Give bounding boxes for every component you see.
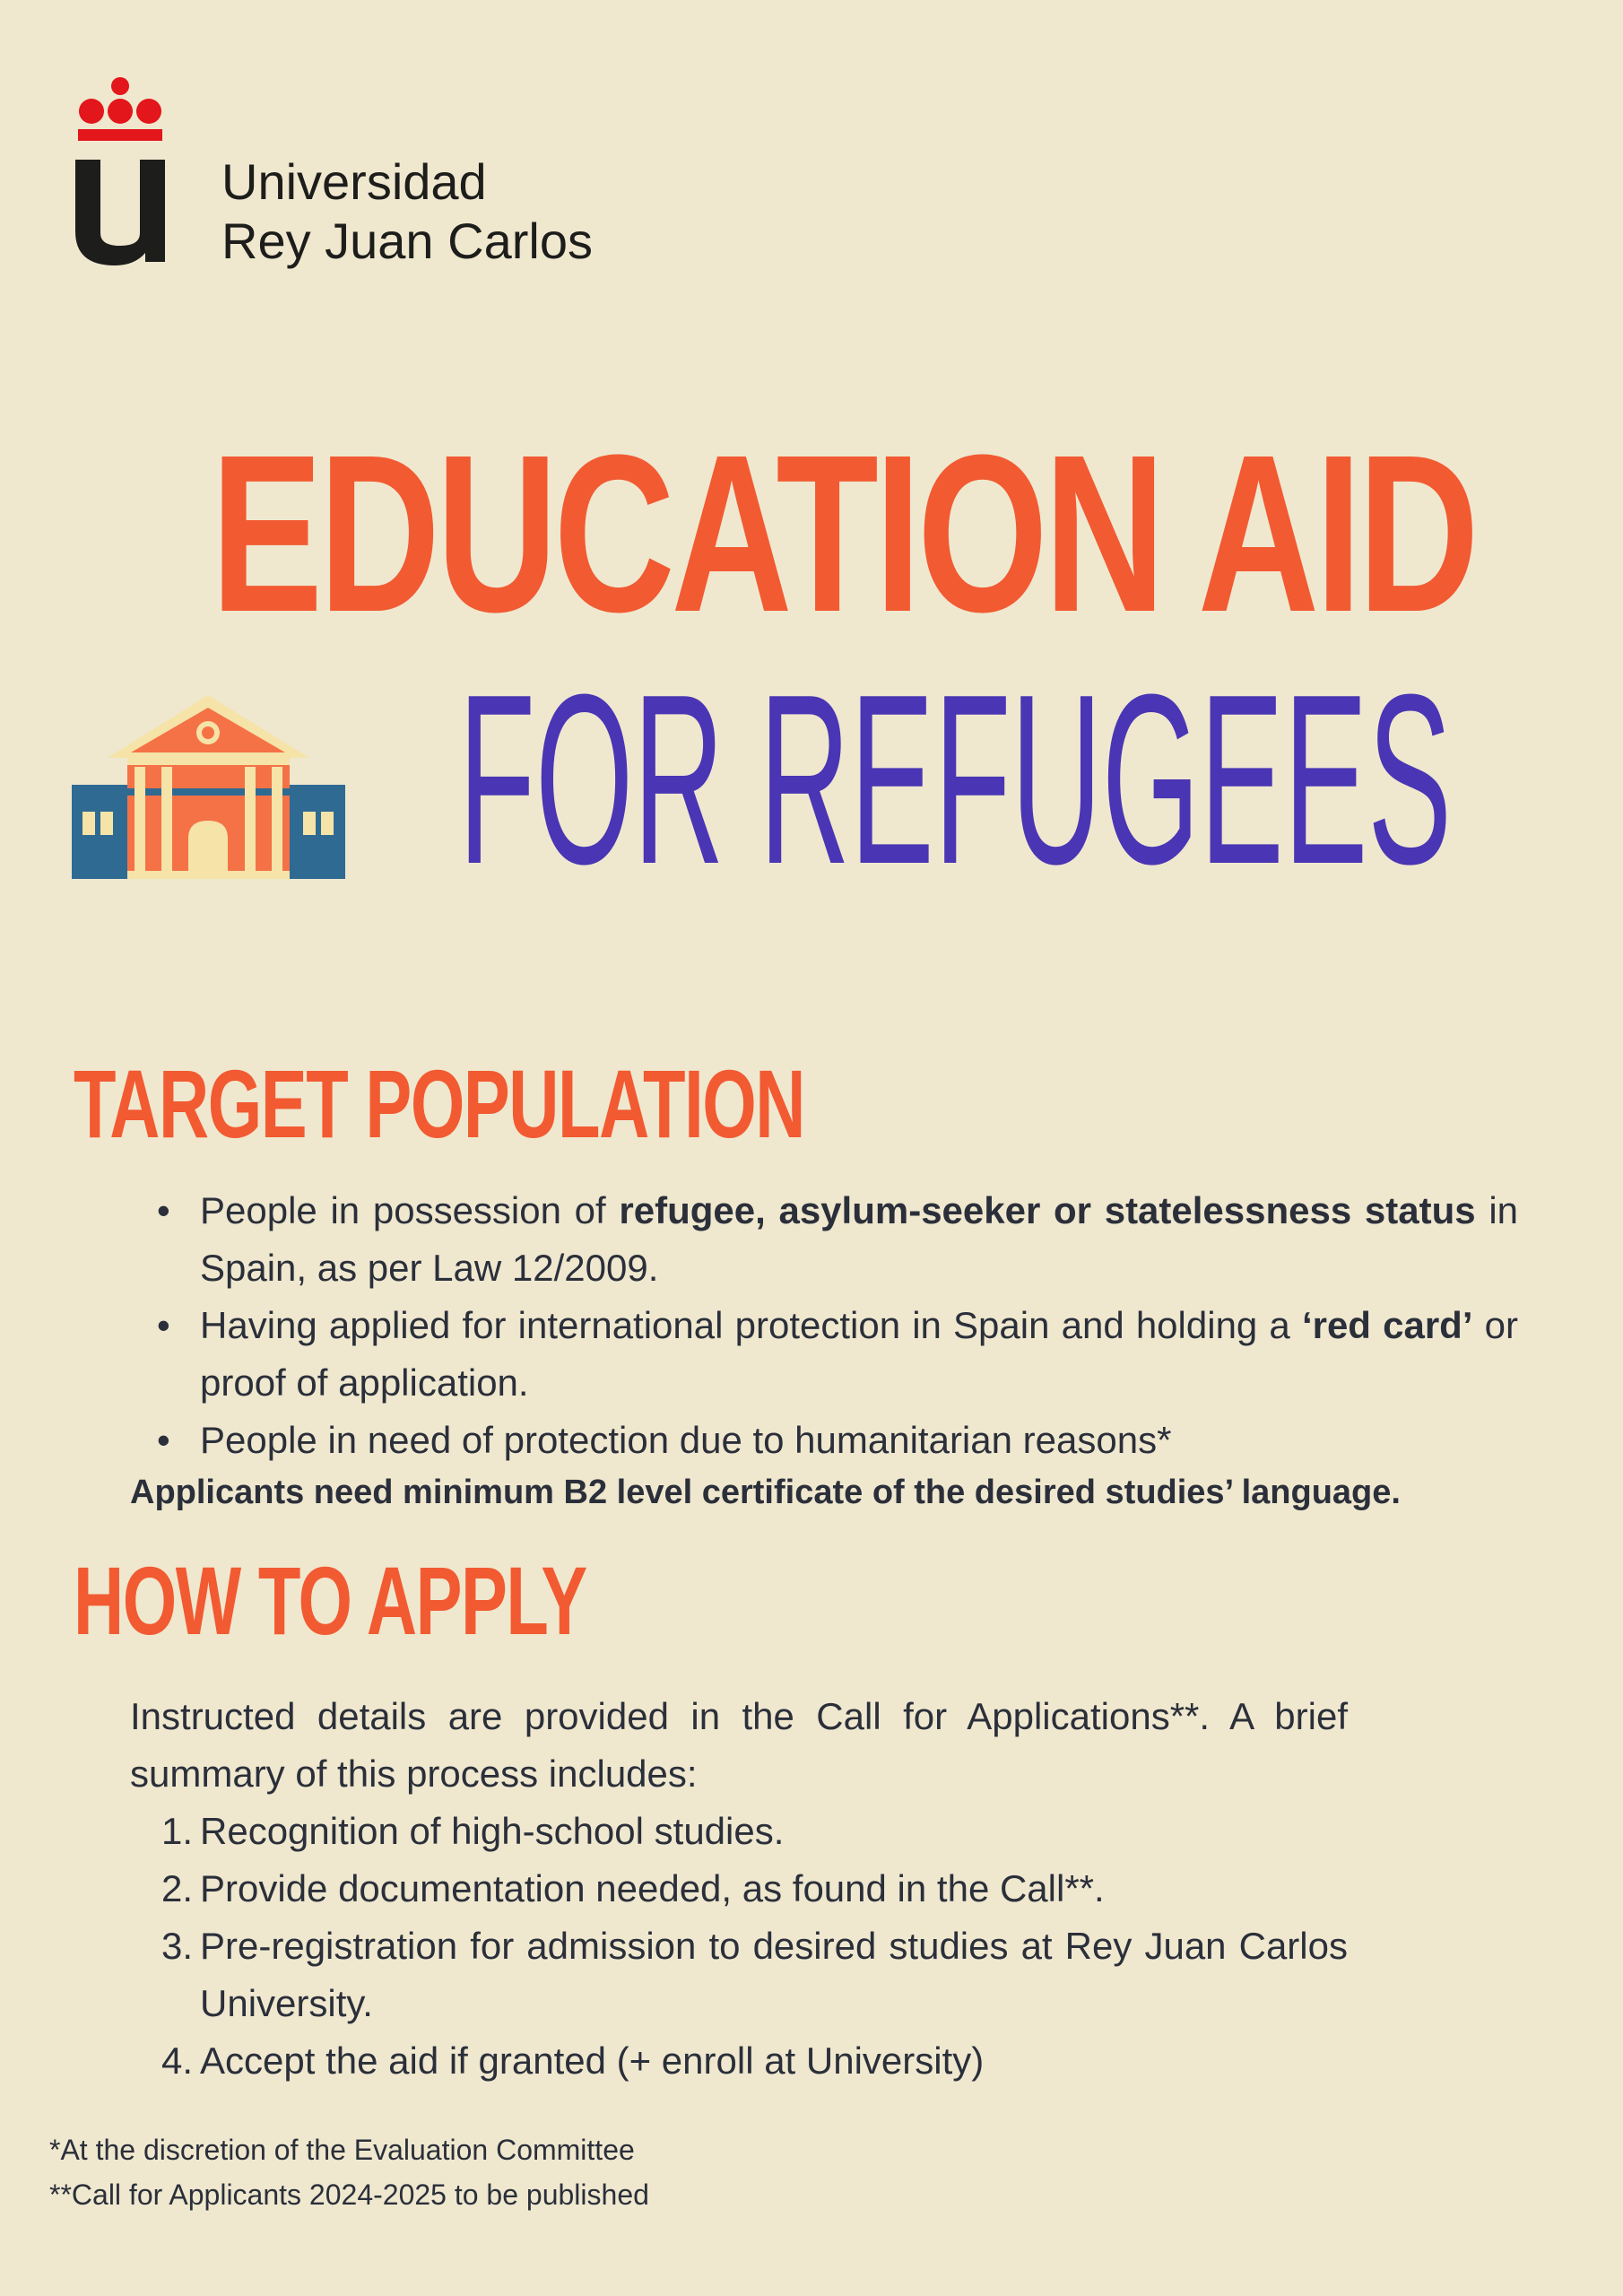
how-to-apply-intro: Instructed details are provided in the Call for Applications**. A brief summary of this process includes: xyxy=(130,1695,1348,1795)
how-to-apply-heading: HOW TO APPLY xyxy=(74,1546,586,1655)
target-population-heading: TARGET POPULATION xyxy=(74,1049,805,1158)
footnote-evaluation: *At the discretion of the Evaluation Committee xyxy=(49,2134,635,2166)
university-logo xyxy=(74,74,629,280)
university-name-line1: Universidad xyxy=(221,153,487,210)
headline-line1: EDUCATION AID xyxy=(211,408,1476,658)
headline-line2: FOR REFUGEES xyxy=(458,645,1452,915)
target-population-list xyxy=(130,1182,1518,1469)
university-name-line2: Rey Juan Carlos xyxy=(221,213,593,269)
language-requirement: Applicants need minimum B2 level certificate of the desired studies’ language. xyxy=(130,1474,1401,1511)
list-item: 4. Accept the aid if granted (+ enroll at University) xyxy=(161,2039,985,2082)
application-steps xyxy=(130,1803,1348,2090)
list-item: 1. Recognition of high-school studies. xyxy=(161,1810,785,1852)
university-building-icon xyxy=(72,695,345,879)
university-name xyxy=(221,152,593,271)
list-item: • People in need of protection due to humanitarian reasons* xyxy=(130,1412,1518,1469)
list-item: 2. Provide documentation needed, as found in the Call**. xyxy=(161,1867,1105,1909)
footnotes xyxy=(49,2127,649,2217)
footnote-call: **Call for Applicants 2024-2025 to be published xyxy=(49,2179,649,2211)
university-crown-logo-icon xyxy=(74,74,172,271)
list-item: • Having applied for international protection in Spain and holding a ‘red card’ or proof of application. xyxy=(130,1297,1518,1412)
list-item: 3. Pre-registration for admission to desired studies at Rey Juan Carlos University. xyxy=(161,1925,1348,2024)
list-item: • People in possession of refugee, asylum-seeker or statelessness status in Spain, as per Law 12/2009. xyxy=(130,1182,1518,1297)
